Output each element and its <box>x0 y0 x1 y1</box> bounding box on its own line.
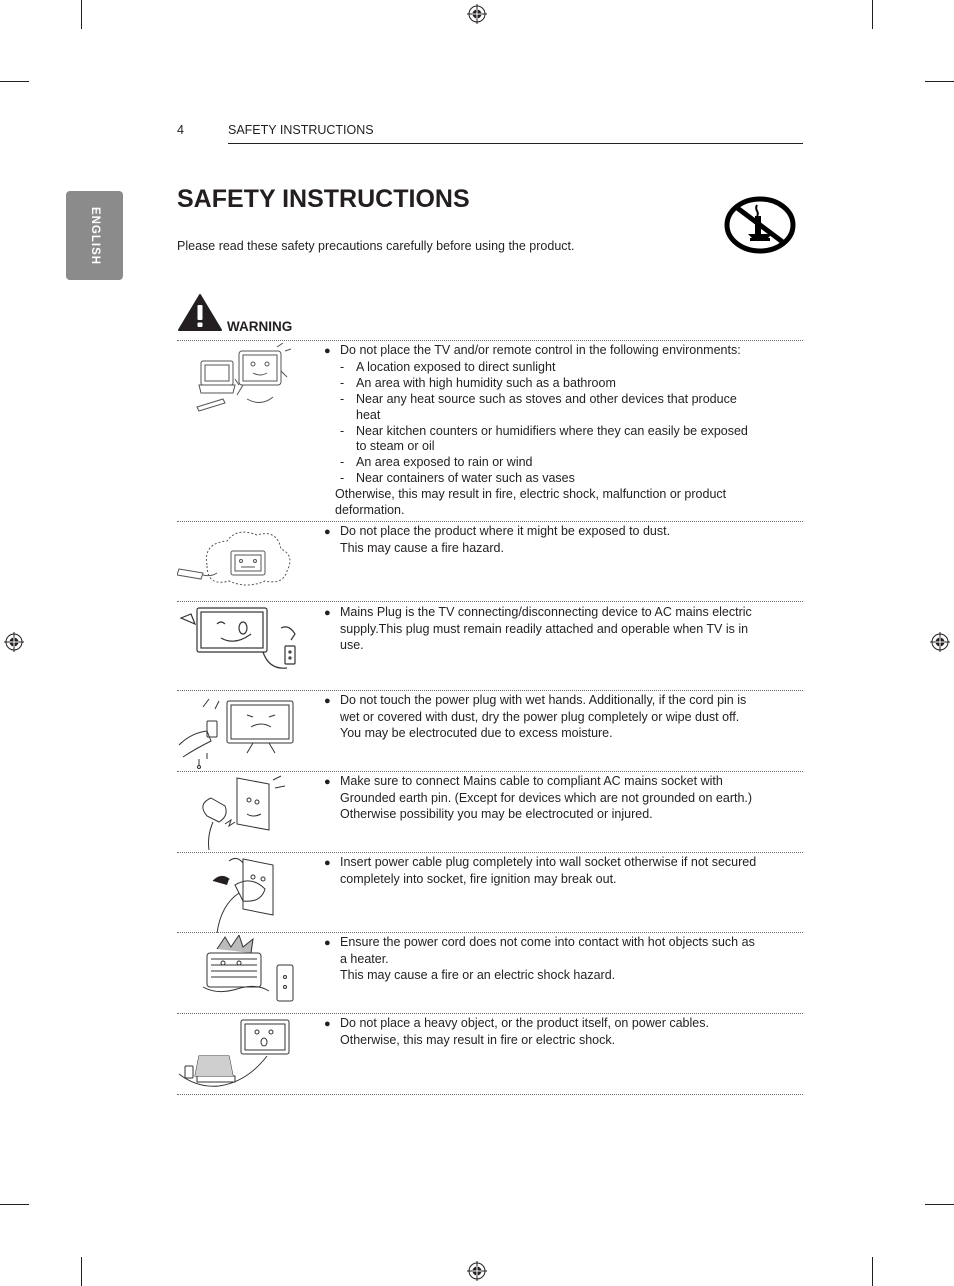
section-divider <box>177 1013 803 1014</box>
crop-mark <box>925 81 954 82</box>
registration-mark-icon <box>467 4 487 24</box>
warning-item-grounded-socket: ● Make sure to connect Mains cable to compliant AC mains socket with Grounded earth pin. (Except for devices which are not grounded on earth.) Otherwise possibility you may be electrocuted or injured. <box>324 774 794 823</box>
language-tab-label: ENGLISH <box>88 206 101 265</box>
item-text-line: wet or covered with dust, dry the power plug completely or wipe dust off. <box>340 709 740 724</box>
dusty-tv-illustration <box>177 525 307 603</box>
warning-item-wet-hands: ● Do not touch the power plug with wet hands. Additionally, if the cord pin is wet or covered with dust, dry the power plug completely or wipe dust off. You may be electrocuted due to excess moisture. <box>324 693 794 742</box>
item-text-line: supply.This plug must remain readily attached and operable when TV is in <box>340 621 749 636</box>
item-text-line: Make sure to connect Mains cable to compliant AC mains socket with <box>340 774 723 788</box>
item-text-line: Do not place a heavy object, or the product itself, on power cables. <box>340 1016 709 1030</box>
tv-in-sun-illustration <box>177 343 307 421</box>
item-text-line: Otherwise, this may result in fire or electric shock. <box>340 1032 616 1047</box>
warning-item-mains-plug: ● Mains Plug is the TV connecting/disconnecting device to AC mains electric supply.This plug must remain readily attached and operable when TV is in use. <box>324 605 794 654</box>
item-text-line: Do not place the TV and/or remote control in the following environments: <box>340 343 741 357</box>
warning-triangle-icon <box>177 293 223 332</box>
sub-item-text: to steam or oil <box>356 439 435 454</box>
heavy-object-on-cable-illustration <box>177 1016 307 1094</box>
sub-item-text: A location exposed to direct sunlight <box>356 359 556 374</box>
running-header: SAFETY INSTRUCTIONS <box>228 123 374 137</box>
item-text-line: Insert power cable plug completely into wall socket otherwise if not secured <box>340 855 757 869</box>
warning-item-hot-objects: ● Ensure the power cord does not come into contact with hot objects such as a heater. This may cause a fire or an electric shock hazard. <box>324 935 794 984</box>
item-text-line: Mains Plug is the TV connecting/disconnecting device to AC mains electric <box>340 605 752 619</box>
page-title: SAFETY INSTRUCTIONS <box>177 185 470 213</box>
intro-text: Please read these safety precautions carefully before using the product. <box>177 239 575 253</box>
insert-plug-illustration <box>177 855 307 933</box>
section-divider <box>177 852 803 853</box>
section-divider <box>177 521 803 522</box>
no-candle-icon <box>724 195 796 255</box>
registration-mark-icon <box>4 632 24 652</box>
sub-item-text: Near any heat source such as stoves and other devices that produce <box>356 391 737 406</box>
item-text-line: Grounded earth pin. (Except for devices which are not grounded on earth.) <box>340 790 753 805</box>
warning-item-heavy-objects: ● Do not place a heavy object, or the product itself, on power cables. Otherwise, this may result in fire or electric shock. <box>324 1016 794 1049</box>
language-tab <box>66 191 123 280</box>
warning-label: WARNING <box>227 319 293 334</box>
grounded-socket-illustration <box>177 774 307 852</box>
registration-mark-icon <box>467 1261 487 1281</box>
crop-mark <box>0 1204 29 1205</box>
crop-mark <box>81 1257 82 1286</box>
sub-item-text: An area with high humidity such as a bathroom <box>356 375 616 390</box>
section-divider <box>177 340 803 341</box>
cord-near-heater-illustration <box>177 935 307 1013</box>
wet-hand-plug-illustration <box>177 693 307 771</box>
crop-mark <box>925 1204 954 1205</box>
crop-mark <box>0 81 29 82</box>
item-text-line: This may cause a fire or an electric shock hazard. <box>340 967 616 982</box>
crop-mark <box>872 1257 873 1286</box>
item-text-line: Do not place the product where it might be exposed to dust. <box>340 524 671 538</box>
warning-item-environments: ● Do not place the TV and/or remote control in the following environments: - A location exposed to direct sunlight - An area with high humidity such as a bathroom - Near any heat source such as stoves and other devices that produce heat - Near kitchen counters or humidifiers where they can easily be exposed to steam or oil - An area exposed to rain or wind - Near containers of water such as vases Otherwise, this may result in fire, electric shock, malfunction or product deformation. <box>324 343 794 519</box>
item-text-line: Ensure the power cord does not come into contact with hot objects such as <box>340 935 755 949</box>
crop-mark <box>872 0 873 29</box>
item-text-line: You may be electrocuted due to excess moisture. <box>340 725 613 740</box>
registration-mark-icon <box>930 632 950 652</box>
item-text-line: Otherwise, this may result in fire, electric shock, malfunction or product <box>335 487 727 502</box>
sub-item-text: Near kitchen counters or humidifiers where they can easily be exposed <box>356 423 748 438</box>
section-divider <box>177 1094 803 1095</box>
header-rule <box>228 143 803 144</box>
item-text-line: use. <box>340 637 364 652</box>
item-text-line: Do not touch the power plug with wet hands. Additionally, if the cord pin is <box>340 693 747 707</box>
item-text-line: deformation. <box>335 503 405 518</box>
sub-item-text: An area exposed to rain or wind <box>356 455 533 470</box>
sub-item-text: heat <box>356 407 381 422</box>
section-divider <box>177 690 803 691</box>
tv-mains-plug-illustration <box>177 604 307 682</box>
item-text-line: completely into socket, fire ignition may break out. <box>340 871 617 886</box>
sub-item-text: Near containers of water such as vases <box>356 471 575 486</box>
item-text-line: Otherwise possibility you may be electrocuted or injured. <box>340 806 653 821</box>
item-text-line: This may cause a fire hazard. <box>340 540 504 555</box>
section-divider <box>177 771 803 772</box>
item-text-line: a heater. <box>340 951 389 966</box>
page-number: 4 <box>177 123 184 137</box>
warning-item-insert-plug: ● Insert power cable plug completely into wall socket otherwise if not secured completely into socket, fire ignition may break out. <box>324 855 794 888</box>
warning-item-dust: ● Do not place the product where it might be exposed to dust. This may cause a fire hazard. <box>324 524 794 557</box>
crop-mark <box>81 0 82 29</box>
